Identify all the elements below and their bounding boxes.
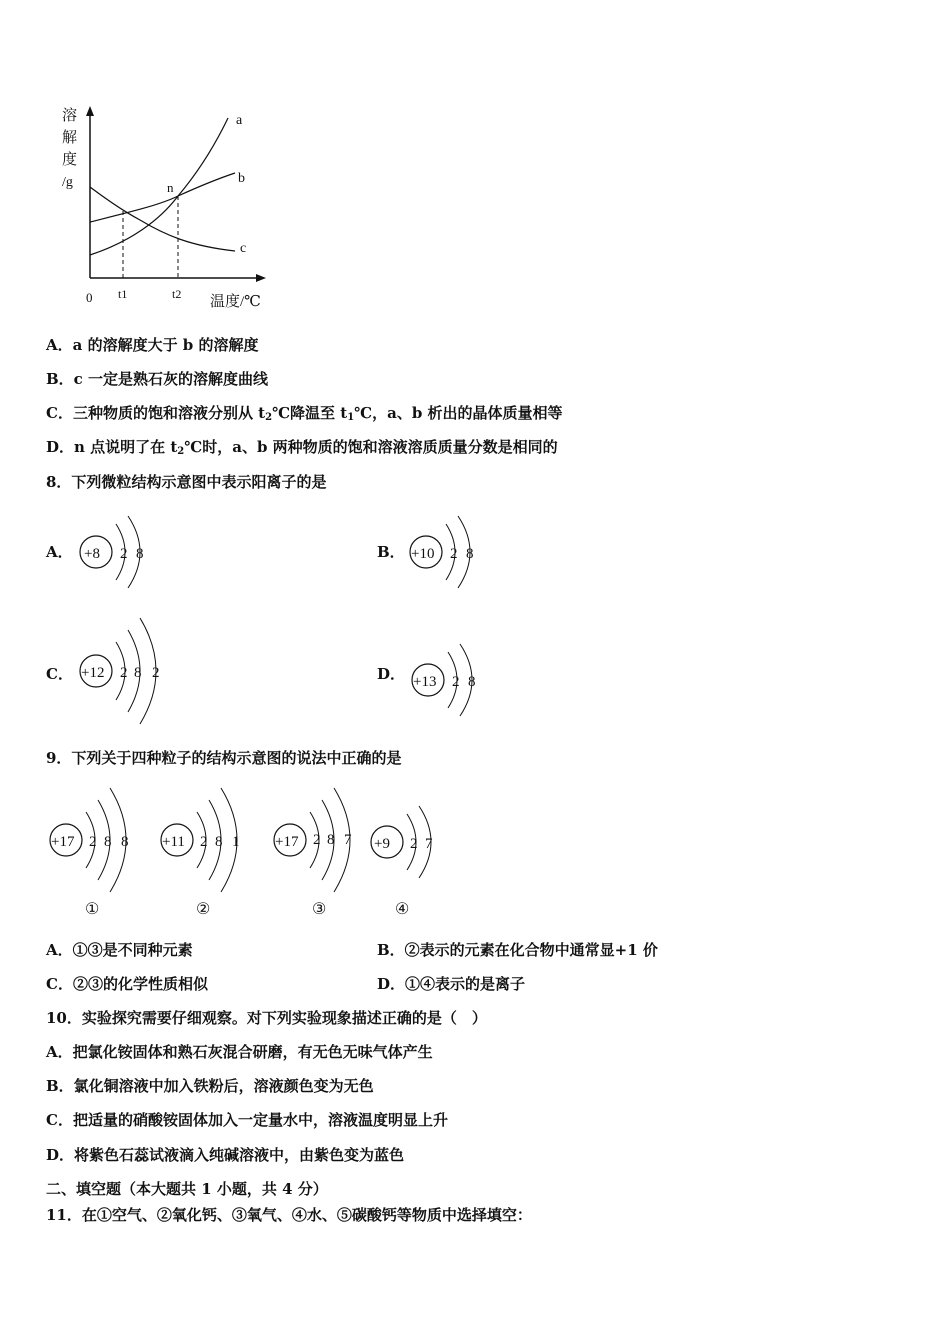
q11-stem: 11．在①空气、②氧化钙、③氧气、④水、⑤碳酸钙等物质中选择填空： bbox=[46, 1206, 532, 1224]
q7-option-c-sub2: 1 bbox=[347, 412, 355, 423]
q9-particle-4 bbox=[367, 800, 457, 922]
shell-2-electrons: 8 bbox=[134, 665, 142, 681]
y-axis-arrow bbox=[86, 106, 94, 116]
q8-diagram-c bbox=[76, 612, 176, 727]
q7-option-b: B．c 一定是熟石灰的溶解度曲线 bbox=[46, 370, 269, 388]
point-n-label: n bbox=[167, 180, 174, 195]
q8-label-b: B． bbox=[377, 543, 405, 561]
y-label-1: 溶 bbox=[62, 108, 78, 124]
origin-label: 0 bbox=[86, 290, 93, 305]
particle-number: ④ bbox=[395, 901, 410, 918]
nucleus-charge: +13 bbox=[413, 674, 437, 690]
q8-label-a: A． bbox=[46, 543, 73, 561]
shell-2-electrons: 8 bbox=[136, 546, 144, 562]
q8-label-d: D． bbox=[377, 665, 406, 683]
q7-option-c-pre: C．三种物质的饱和溶液分别从 t bbox=[46, 404, 266, 422]
q8-stem: 8．下列微粒结构示意图中表示阳离子的是 bbox=[46, 473, 327, 491]
y-label-3: 度 bbox=[62, 152, 78, 168]
nucleus-charge: +9 bbox=[374, 836, 390, 852]
shell-1-electrons: 2 bbox=[200, 834, 208, 850]
nucleus-charge: +8 bbox=[84, 546, 100, 562]
x-axis-arrow bbox=[256, 274, 266, 282]
shell-2-electrons: 8 bbox=[468, 674, 476, 690]
q10-option-b: B．氯化铜溶液中加入铁粉后，溶液颜色变为无色 bbox=[46, 1077, 374, 1095]
particle-number: ② bbox=[196, 901, 211, 918]
t2-label: t2 bbox=[172, 287, 182, 301]
q8-diagram-b bbox=[406, 510, 496, 595]
shell-3-electrons: 1 bbox=[232, 834, 240, 850]
shell-2-electrons: 8 bbox=[215, 834, 223, 850]
q7-option-c-sub1: 2 bbox=[265, 412, 273, 423]
q7-option-c-mid: ℃降温至 t bbox=[272, 404, 348, 422]
curve-a bbox=[90, 118, 228, 255]
y-label-4: /g bbox=[62, 175, 73, 190]
shell-3-electrons: 7 bbox=[344, 832, 352, 848]
q7-option-d-pre: D．n 点说明了在 t bbox=[46, 438, 178, 456]
nucleus-charge: +12 bbox=[81, 665, 105, 681]
q7-option-c bbox=[46, 403, 563, 428]
q9-particle-3 bbox=[270, 782, 370, 922]
q9-particle-2 bbox=[157, 782, 257, 922]
solubility-graph bbox=[50, 100, 280, 315]
shell-1-electrons: 2 bbox=[450, 546, 458, 562]
q7-option-d-post: ℃时，a、b 两种物质的饱和溶液溶质质量分数是相同的 bbox=[184, 438, 558, 456]
q7-option-d bbox=[46, 437, 558, 462]
q8-diagram-d bbox=[408, 638, 498, 723]
shell-1-electrons: 2 bbox=[89, 834, 97, 850]
shell-3-electrons: 2 bbox=[152, 665, 160, 681]
q10-option-d: D．将紫色石蕊试液滴入纯碱溶液中，由紫色变为蓝色 bbox=[46, 1146, 405, 1164]
particle-number: ③ bbox=[312, 901, 327, 918]
q8-diagram-a bbox=[76, 510, 166, 595]
q7-option-d-sub: 2 bbox=[177, 446, 185, 457]
shell-1-electrons: 2 bbox=[313, 832, 321, 848]
shell-1-electrons: 2 bbox=[120, 546, 128, 562]
shell-1-electrons: 2 bbox=[410, 836, 418, 852]
shell-2-electrons: 8 bbox=[104, 834, 112, 850]
curve-a-label: a bbox=[236, 113, 243, 128]
nucleus-charge: +10 bbox=[411, 546, 435, 562]
shell-1-electrons: 2 bbox=[452, 674, 460, 690]
q10-stem: 10．实验探究需要仔细观察。对下列实验现象描述正确的是（ ） bbox=[46, 1009, 487, 1027]
q9-option-a: A．①③是不同种元素 bbox=[46, 941, 193, 959]
q7-option-a: A．a 的溶解度大于 b 的溶解度 bbox=[46, 336, 259, 354]
shell-2-electrons: 8 bbox=[466, 546, 474, 562]
shell-2-electrons: 8 bbox=[327, 832, 335, 848]
particle-number: ① bbox=[85, 901, 100, 918]
q7-option-c-post: ℃，a、b 析出的晶体质量相等 bbox=[354, 404, 563, 422]
shell-1-electrons: 2 bbox=[120, 665, 128, 681]
curve-c bbox=[90, 187, 235, 251]
q8-label-c: C． bbox=[46, 665, 73, 683]
q9-particle-1 bbox=[46, 782, 146, 922]
q9-option-c: C．②③的化学性质相似 bbox=[46, 975, 208, 993]
shell-3-electrons: 8 bbox=[121, 834, 129, 850]
q9-option-d: D．①④表示的是离子 bbox=[377, 975, 526, 993]
curve-c-label: c bbox=[240, 241, 247, 256]
curve-b bbox=[90, 173, 235, 222]
t1-label: t1 bbox=[118, 287, 128, 301]
nucleus-charge: +11 bbox=[162, 834, 185, 850]
y-label-2: 解 bbox=[62, 130, 78, 146]
nucleus-charge: +17 bbox=[275, 834, 299, 850]
q10-option-a: A．把氯化铵固体和熟石灰混合研磨，有无色无味气体产生 bbox=[46, 1043, 433, 1061]
shell-2-electrons: 7 bbox=[425, 836, 433, 852]
q9-stem: 9．下列关于四种粒子的结构示意图的说法中正确的是 bbox=[46, 749, 402, 767]
section-2-heading: 二、填空题（本大题共 1 小题，共 4 分） bbox=[46, 1180, 328, 1198]
q10-option-c: C．把适量的硝酸铵固体加入一定量水中，溶液温度明显上升 bbox=[46, 1111, 448, 1129]
q9-option-b: B．②表示的元素在化合物中通常显+1 价 bbox=[377, 941, 658, 959]
nucleus-charge: +17 bbox=[51, 834, 75, 850]
x-axis-label: 温度/℃ bbox=[210, 294, 261, 310]
curve-b-label: b bbox=[238, 171, 245, 186]
